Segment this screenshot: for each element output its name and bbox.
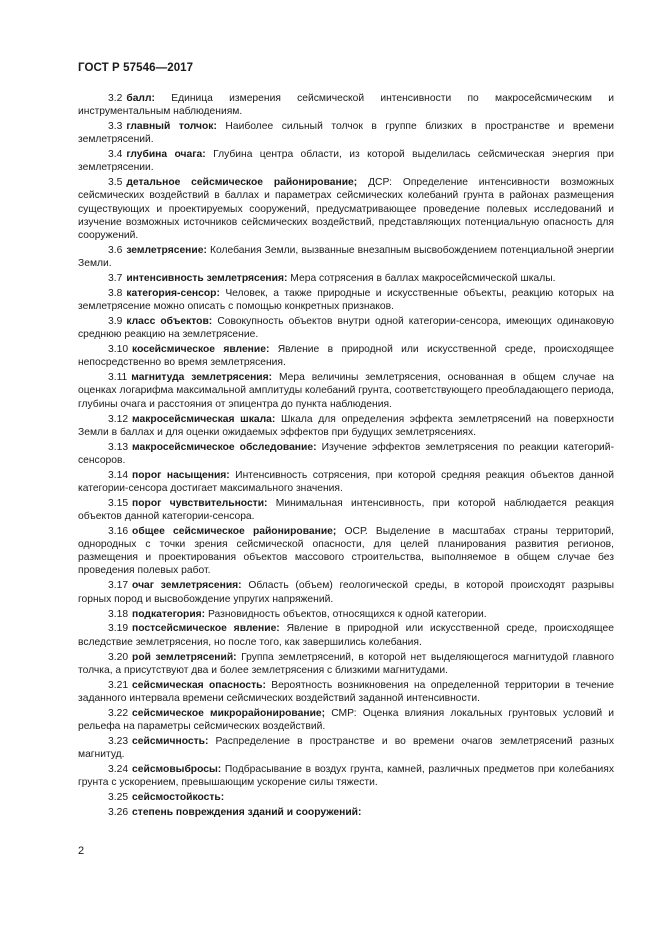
term-name: макросейсмическая шкала: xyxy=(132,413,276,425)
term-name: макросейсмическое обследование: xyxy=(132,441,317,453)
term-name: сейсмовыбросы: xyxy=(132,764,222,776)
term-number: 3.22 xyxy=(108,707,129,719)
term-name: класс объектов: xyxy=(126,316,213,328)
term-number: 3.11 xyxy=(108,372,128,384)
term-definition: Совокупность объектов внутри одной категории-сенсора, имеющих одинаковую среднюю реакцию на землетрясение. xyxy=(78,316,615,341)
term-name: постсейсмическое явление: xyxy=(132,623,280,635)
term-definition: Единица измерения сейсмической интенсивности по макросейсмическим и инструментальным наблюдениям. xyxy=(78,93,614,118)
term-definition: Шкала для определения эффекта землетрясений на поверхности Земли в баллах и для оценки ожидаемых эффектов при будущих землетрясениях. xyxy=(78,413,614,438)
term-entry xyxy=(78,92,614,118)
term-number: 3.16 xyxy=(108,526,129,537)
term-number: 3.26 xyxy=(108,807,129,819)
term-name: землетрясение: xyxy=(126,244,207,256)
term-definition: Подбрасывание в воздух грунта, камней, различных предметов при колебаниях грунта с ускорением, превышающим ускорение силы тяжести. xyxy=(78,764,614,789)
term-definition: СМР: Оценка влияния локальных грунтовых условий и рельефа на параметры сейсмических воздействий. xyxy=(78,707,614,732)
term-definition: Явление в природной или искусственной среде, происходящее вследствие землетрясения, но после того, как завершились колебания. xyxy=(78,623,614,648)
term-entry xyxy=(78,469,614,495)
term-number: 3.12 xyxy=(108,413,129,425)
term-definition: Изучение эффектов землетрясения по реакции категорий-сенсоров. xyxy=(78,441,614,466)
term-number: 3.9 xyxy=(108,316,123,328)
term-name: порог чувствительности: xyxy=(132,497,268,509)
term-definition: Группа землетрясений, в которой нет выделяющегося магнитудой главного толчка, а присутствуют два и более землетрясения с близкими магнитудами. xyxy=(78,651,614,676)
term-entry xyxy=(78,176,614,242)
term-definition: Наиболее сильный толчок в группе близких в пространстве и времени землетрясений. xyxy=(78,121,614,146)
standard-header: ГОСТ Р 57546—2017 xyxy=(78,62,194,74)
term-entry xyxy=(78,791,614,804)
term-number: 3.8 xyxy=(108,287,123,299)
term-number: 3.13 xyxy=(108,441,129,453)
term-definition: Минимальная интенсивность, при которой наблюдается реакция объектов данной категории-сенсора. xyxy=(78,497,614,523)
term-entry xyxy=(78,679,614,705)
term-name: общее сейсмическое районирование; xyxy=(132,526,337,537)
term-entry xyxy=(78,608,614,621)
term-entry xyxy=(78,821,614,834)
term-number: 3.7 xyxy=(108,273,123,285)
term-entry xyxy=(78,651,614,677)
term-definition: ДСР: Определение интенсивности возможных сейсмических воздействий в баллах и параметрах сейсмических колебаний грунта в районах размещения существующих и проектируемых сооружений, предусматривающее проведение полевых исследований и изучение возможных источников сейсмических воздействий, представляющих потенциальную опасность для сооружений. xyxy=(78,177,614,241)
term-entry xyxy=(78,272,614,285)
term-number: 3.15 xyxy=(108,497,129,509)
term-entry xyxy=(78,244,614,270)
term-number: 3.14 xyxy=(108,469,129,481)
term-number: 3.3 xyxy=(108,121,123,133)
term-entry xyxy=(78,315,614,341)
term-entry xyxy=(78,148,614,174)
term-number: 3.5 xyxy=(108,177,123,189)
terms-list xyxy=(78,92,614,836)
term-entry xyxy=(78,343,614,369)
term-name: глубина очага: xyxy=(126,149,206,161)
term-entry xyxy=(78,497,614,523)
term-entry xyxy=(78,763,614,789)
term-definition: Интенсивность сотрясения, при которой средняя реакция объектов данной категории-сенсора достигает максимального значения. xyxy=(78,469,615,494)
term-name: порог насыщения: xyxy=(132,469,230,481)
term-definition: Область (объем) геологической среды, в которой происходят разрывы горных пород и высвобождение упругих напряжений. xyxy=(78,580,614,605)
term-number: 3.24 xyxy=(108,764,129,776)
term-number: 3.23 xyxy=(108,735,129,747)
term-name: сейсмостойкость: xyxy=(132,792,225,804)
term-name: подкатегория: xyxy=(132,608,206,620)
term-name: сейсмическое микрорайонирование; xyxy=(132,707,326,719)
term-name: категория-сенсор: xyxy=(126,287,220,299)
term-entry xyxy=(78,622,614,648)
term-number: 3.6 xyxy=(108,244,123,256)
term-entry xyxy=(78,287,614,313)
term-name: магнитуда землетрясения: xyxy=(131,372,273,384)
term-definition: Глубина центра области, из которой выделилась сейсмическая энергия при землетрясении. xyxy=(78,149,615,174)
term-name: степень повреждения зданий и сооружений: xyxy=(132,807,362,819)
term-definition: Мера сотрясения в баллах макросейсмической шкалы. xyxy=(290,273,556,285)
term-definition: Распределение в пространстве и во времени очагов землетрясений разных магнитуд. xyxy=(78,735,614,761)
term-number: 3.17 xyxy=(108,580,129,592)
page-number: 2 xyxy=(78,845,85,857)
term-entry xyxy=(78,579,614,605)
term-number: 3.21 xyxy=(108,679,129,691)
term-definition: Явление в природной или искусственной среде, происходящее непосредственно во время землетрясения. xyxy=(78,344,614,369)
term-definition: Колебания Земли, вызванные внезапным высвобождением потенциальной энергии Земли. xyxy=(78,244,614,270)
term-number: 3.2 xyxy=(108,93,123,104)
term-definition: ОСР. Выделение в масштабах страны территорий, однородных с точки зрения сейсмической опасности, для целей планирования развития регионов, размещения и проектирования объектов массового строительства, выполняемое в общем случае без проведения полевых работ. xyxy=(78,526,614,577)
term-name: балл: xyxy=(126,93,155,104)
term-entry xyxy=(78,525,614,578)
term-number: 3.10 xyxy=(108,344,129,356)
term-entry xyxy=(78,707,614,733)
term-name: рой землетрясений: xyxy=(132,651,237,663)
term-entry xyxy=(78,120,614,146)
term-entry xyxy=(78,371,614,410)
term-name: главный толчок: xyxy=(126,121,217,133)
term-number: 3.20 xyxy=(108,651,129,663)
term-number: 3.25 xyxy=(108,792,129,804)
term-entry xyxy=(78,441,614,467)
term-definition: Вероятность возникновения на определенной территории в течение заданного интервала времени сейсмических воздействий заданной интенсивности. xyxy=(78,679,614,704)
term-name: интенсивность землетрясения: xyxy=(126,273,288,285)
term-name: сейсмичность: xyxy=(132,735,209,747)
term-name: сейсмическая опасность: xyxy=(132,679,266,691)
term-definition: Человек, а также природные и искусственные объекты, реакцию которых на землетрясение можно описать с помощью конкретных признаков. xyxy=(78,287,614,313)
term-entry xyxy=(78,806,614,819)
term-number: 3.18 xyxy=(108,608,129,620)
term-name: косейсмическое явление: xyxy=(132,344,270,356)
term-entry xyxy=(78,413,614,439)
term-number: 3.19 xyxy=(108,623,129,635)
term-entry xyxy=(78,735,614,761)
term-definition: Мера величины землетрясения, основанная в общем случае на оценках логарифма максимальной амплитуды колебаний грунта, соответствующего преобладающего периода, глубины очага и расстояния от эпицентра до пункта наблюдения. xyxy=(78,372,614,410)
term-definition: Разновидность объектов, относящихся к одной категории. xyxy=(207,608,487,620)
term-name: очаг землетрясения: xyxy=(132,580,242,592)
term-name: детальное сейсмическое районирование; xyxy=(126,177,358,189)
term-number: 3.4 xyxy=(108,149,123,161)
